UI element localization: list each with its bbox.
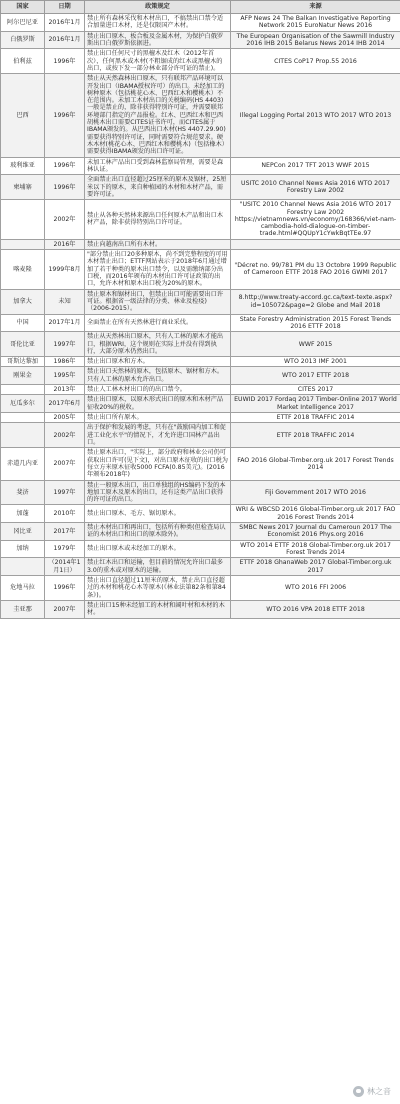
table-row xyxy=(1,357,400,367)
cell-date: 1999年8月 xyxy=(45,250,85,290)
table-row xyxy=(1,505,400,523)
table-row xyxy=(1,540,400,558)
cell-source[interactable]: WTO 2017 ETTF 2018 xyxy=(231,367,400,385)
cell-date: 2016年 xyxy=(45,239,85,249)
cell-policy: 全面禁止出口直径超过25厘米的原木及锯材，25厘米以下的原木，来自种植园的木材和木材产品，需要许可证。 xyxy=(85,175,231,200)
cell-country xyxy=(1,413,45,423)
table-row xyxy=(1,448,400,480)
cell-country: 柬埔寨 xyxy=(1,175,45,200)
cell-source[interactable]: SMBC News 2017 Journal du Cameroun 2017 The Economist 2016 Phys.org 2016 xyxy=(231,523,400,541)
header-policy: 政策规定 xyxy=(85,1,231,14)
cell-date: 1996年 xyxy=(45,575,85,600)
cell-source[interactable]: CITES 2017 xyxy=(231,385,400,395)
cell-country: 喀麦隆 xyxy=(1,250,45,290)
cell-source[interactable]: ETTF 2018 TRAFFIC 2014 xyxy=(231,413,400,423)
cell-date: 1996年 xyxy=(45,49,85,74)
cell-policy: 禁止从天然森林出口原木，只有联邦产品环境可以开发出口（IBAMA授权许可）的出口。未经加工的树种原木（包括桃花心木、巴西红木和樱桃木）不在范围内。未加工木材出口的关税编码(HS 4403)一般是禁止的，除非获得特别许可证，并需要联邦环境部门指定的产品报检。红木、巴西红木和巴西胡桃木出口需要CITES证书许可，而CITES属于IBAMA颁发的。从巴西出口木材(HS 4407.29.90)需要获得特别许可证，同时需要符合规范要求。硬木木材(桃花心木、巴西红木和樱桃木)（包括橡木）需要获得IBAMA颁发的出口许可证。 xyxy=(85,74,231,157)
cell-source[interactable]: Fiji Government 2017 WTO 2016 xyxy=(231,480,400,505)
cell-date: 1996年 xyxy=(45,175,85,200)
cell-policy: 禁止木材出口和再出口，包括所有种类(但检查局认证的木材出口和出口的原木除外)。 xyxy=(85,523,231,541)
cell-country: 中国 xyxy=(1,314,45,332)
cell-date: 1997年 xyxy=(45,480,85,505)
cell-country xyxy=(1,200,45,240)
cell-country: 哥斯达黎加 xyxy=(1,357,45,367)
cell-policy: 禁止所有森林采伐和木材出口，不搞禁出口禁令适合加量进口木材，还是仅限国产木材。 xyxy=(85,14,231,32)
cell-date: 1996年 xyxy=(45,157,85,175)
cell-country: 圭亚那 xyxy=(1,600,45,618)
cell-policy: 禁止出口原木或未经加工的原木。 xyxy=(85,540,231,558)
cell-date: 1979年 xyxy=(45,540,85,558)
cell-country: 加蓬 xyxy=(1,505,45,523)
table-row xyxy=(1,14,400,32)
cell-country: 阿尔巴尼亚 xyxy=(1,14,45,32)
cell-date: 2002年 xyxy=(45,200,85,240)
cell-policy: 禁止人工林木材出口的的出口禁令。 xyxy=(85,385,231,395)
cell-source[interactable]: EUWID 2017 Fordaq 2017 Timber-Online 2017 World Market Intelligence 2017 xyxy=(231,395,400,413)
table-row xyxy=(1,423,400,448)
cell-policy: 禁止从天然林出口原木，只有人工林的原木才能出口，根据WRI，这个规则在实际上并没有得到执行，大部分原木仍然出口。 xyxy=(85,332,231,357)
table-row xyxy=(1,575,400,600)
cell-date: 2016年1月 xyxy=(45,31,85,49)
watermark-text: 林之音 xyxy=(367,1087,391,1096)
table-row xyxy=(1,332,400,357)
table-row xyxy=(1,49,400,74)
cell-date: 1996年 xyxy=(45,74,85,157)
cell-country: 加拿大 xyxy=(1,289,45,314)
cell-source[interactable]: WTO 2013 IMF 2001 xyxy=(231,357,400,367)
table-row xyxy=(1,200,400,240)
cell-source[interactable]: AFP News 24 The Balkan Investigative Reporting Network 2015 EuroNatur News 2016 xyxy=(231,14,400,32)
cell-source[interactable]: FAO 2016 Global-Timber.org.uk 2017 Forest Trends 2014 xyxy=(231,448,400,480)
cell-date: 2016年1月 xyxy=(45,14,85,32)
cell-source[interactable]: USITC 2010 Channel News Asia 2016 WTO 2017 Forestry Law 2002 xyxy=(231,175,400,200)
cell-country: 冈比亚 xyxy=(1,523,45,541)
cell-source[interactable]: ETTF 2018 GhanaWeb 2017 Global-Timber.org.uk 2017 xyxy=(231,558,400,576)
cell-country: 厄瓜多尔 xyxy=(1,395,45,413)
cell-source[interactable] xyxy=(231,239,400,249)
watermark xyxy=(350,1085,394,1098)
cell-policy: 禁止出口任何尺寸的黑檀木及红木（2012年首次），任何黑木或木材(不粗锯成的红木或黑檀木的出口，或按下发一部分林业部分许可证的禁止)。 xyxy=(85,49,231,74)
cell-country: 斐济 xyxy=(1,480,45,505)
table-row xyxy=(1,558,400,576)
table-row xyxy=(1,385,400,395)
table-row xyxy=(1,600,400,618)
table-row xyxy=(1,395,400,413)
cell-policy: 禁止原木出口，"实际上，部分政府和林业公司仍可获取出口许可(见下文)，对出口原木征收的出口税为每立方米原木征收5000 FCFA(0.85美元)。(2016年颁布2018年) xyxy=(85,448,231,480)
cell-policy: 出于保护和发展的考虑，只有在"鼓励国内加工和促进工业化水平"的情况下，才允许进口国林产品出口。 xyxy=(85,423,231,448)
cell-date: 2002年 xyxy=(45,423,85,448)
table-row xyxy=(1,523,400,541)
table-body xyxy=(1,14,400,619)
cell-source[interactable]: CITES CoP17 Prop.55 2016 xyxy=(231,49,400,74)
cell-policy: 禁止原木和锯材出口，但禁止出口可能需要出口许可证。根据省一级法律的分类、林业及检疫)（2006-2015）。 xyxy=(85,289,231,314)
table-header-row xyxy=(1,1,400,14)
cell-date: 1986年 xyxy=(45,357,85,367)
table-row xyxy=(1,480,400,505)
cell-source[interactable]: Illegal Logging Portal 2013 WTO 2017 WTO 2013 xyxy=(231,74,400,157)
cell-country xyxy=(1,385,45,395)
cell-source[interactable]: WTO 2016 VPA 2018 ETTF 2018 xyxy=(231,600,400,618)
cell-country: 哥伦比亚 xyxy=(1,332,45,357)
cell-country xyxy=(1,558,45,576)
cell-policy: 禁止出口直径超过11厘米的原木，禁止出口直径超过的木材和桃花心木等原木(《林业法第82条和第84条》)。 xyxy=(85,575,231,600)
table-row xyxy=(1,413,400,423)
table-row xyxy=(1,250,400,290)
cell-source[interactable]: WTO 2016 FFI 2006 xyxy=(231,575,400,600)
cell-policy: 全面禁止在所有天然林进行商业采伐。 xyxy=(85,314,231,332)
table-row xyxy=(1,314,400,332)
cell-date: 2017年6月 xyxy=(45,395,85,413)
cell-date: 2013年 xyxy=(45,385,85,395)
cell-policy: 禁止红木出口和运输，但目前的情况允许出口最多3.0的重木或对原木的运输。 xyxy=(85,558,231,576)
cell-date: 2005年 xyxy=(45,413,85,423)
cell-date: 1997年 xyxy=(45,332,85,357)
cell-source[interactable]: ETTF 2018 TRAFFIC 2014 xyxy=(231,423,400,448)
cell-policy: 未加工林产品出口受到森林监察局管理，需要是森林认证。 xyxy=(85,157,231,175)
header-source: 来源 xyxy=(231,1,400,14)
table-row xyxy=(1,157,400,175)
cell-source[interactable]: WTO 2014 ETTF 2018 Global-Timber.org.uk 2017 Forest Trends 2014 xyxy=(231,540,400,558)
cell-policy: 禁止出口原木、板合板及金属木材，为保护白俄罗斯出口白俄罗斯依据进。 xyxy=(85,31,231,49)
table-row xyxy=(1,175,400,200)
cell-policy: 禁止出口原木，以原木形式出口的原木和木材产品征收20%的税收。 xyxy=(85,395,231,413)
cell-policy: 禁止出口所有原木。 xyxy=(85,413,231,423)
cell-policy: "部分禁止出口20多种原木，尚不到完整程度的可用木材禁止出口；ETTF网站表示于2018年6月通过增加了若干种类的原木出口禁令，以及需缴纳部分出口税，而2016年颁布的木材出口许可证政策的出口，允许木材和原木出口税为20%的原木。 xyxy=(85,250,231,290)
cell-country: 伯利兹 xyxy=(1,49,45,74)
cell-policy: 禁止出口天然林的原木，包括原木、锯材和方木。只有人工林的原木允许出口。 xyxy=(85,367,231,385)
cell-source[interactable]: "USITC 2010 Channel News Asia 2016 WTO 2017 Forestry Law 2002 https://vietnamnews.vn/economy/168366/viet-nam-cambodia-hold-dialogue-on-timber-trade.html#QQUpY1cYwkBqtTEe.97 xyxy=(231,200,400,240)
wechat-icon xyxy=(353,1086,364,1097)
cell-source[interactable]: "Décret no. 99/781 PM du 13 Octobre 1999 Republic of Cameroon ETTF 2018 FAO 2016 GWMI 2017 xyxy=(231,250,400,290)
cell-country xyxy=(1,239,45,249)
cell-source[interactable]: The European Organisation of the Sawmill Industry 2016 IHB 2015 Belarus News 2014 IHB 2014 xyxy=(231,31,400,49)
table-row xyxy=(1,74,400,157)
cell-policy: 禁止向越南出口所有木材。 xyxy=(85,239,231,249)
cell-date: 1995年 xyxy=(45,367,85,385)
cell-country: 赤道几内亚 xyxy=(1,448,45,480)
header-date: 日期 xyxy=(45,1,85,14)
cell-country: 玻利维亚 xyxy=(1,157,45,175)
cell-policy: 禁止出口原木和方木。 xyxy=(85,357,231,367)
cell-source[interactable]: WWF 2015 xyxy=(231,332,400,357)
cell-date: （2014年1月1日） xyxy=(45,558,85,576)
cell-date: 2007年 xyxy=(45,600,85,618)
cell-date: 未知 xyxy=(45,289,85,314)
cell-source[interactable]: 8.http://www.treaty-accord.gc.ca/text-texte.aspx?id=105072&page=2 Globe and Mail 2018 xyxy=(231,289,400,314)
cell-policy: 禁止从各种天然林来源出口任何原木产品和出口木材产品，除非获得特别出口许可证。 xyxy=(85,200,231,240)
cell-country: 加纳 xyxy=(1,540,45,558)
cell-date: 2017年 xyxy=(45,523,85,541)
cell-date: 2010年 xyxy=(45,505,85,523)
cell-country: 危地马拉 xyxy=(1,575,45,600)
cell-policy: 禁止出口15种未经加工的木材和阔叶材和木材的木材。 xyxy=(85,600,231,618)
cell-country: 白俄罗斯 xyxy=(1,31,45,49)
table-row xyxy=(1,239,400,249)
cell-country: 刚果金 xyxy=(1,367,45,385)
table-row xyxy=(1,367,400,385)
cell-source[interactable]: State Forestry Administration 2015 Forest Trends 2016 ETTF 2018 xyxy=(231,314,400,332)
cell-source[interactable]: WRI & WBCSD 2016 Global-Timber.org.uk 2017 FAO 2016 Forest Trends 2014 xyxy=(231,505,400,523)
cell-policy: 禁止一般原木出口，出口单独组的HS编码下发的本地加工原木及原木的出口，还有这类产品出口获得的许可证的出口。 xyxy=(85,480,231,505)
table-row xyxy=(1,289,400,314)
cell-source[interactable]: NEPCon 2017 TFT 2013 WWF 2015 xyxy=(231,157,400,175)
table-row xyxy=(1,31,400,49)
cell-country xyxy=(1,423,45,448)
cell-date: 2007年 xyxy=(45,448,85,480)
cell-policy: 禁止出口原木、毛方、锯切原木。 xyxy=(85,505,231,523)
cell-country: 巴西 xyxy=(1,74,45,157)
header-country: 国家 xyxy=(1,1,45,14)
cell-date: 2017年1月 xyxy=(45,314,85,332)
